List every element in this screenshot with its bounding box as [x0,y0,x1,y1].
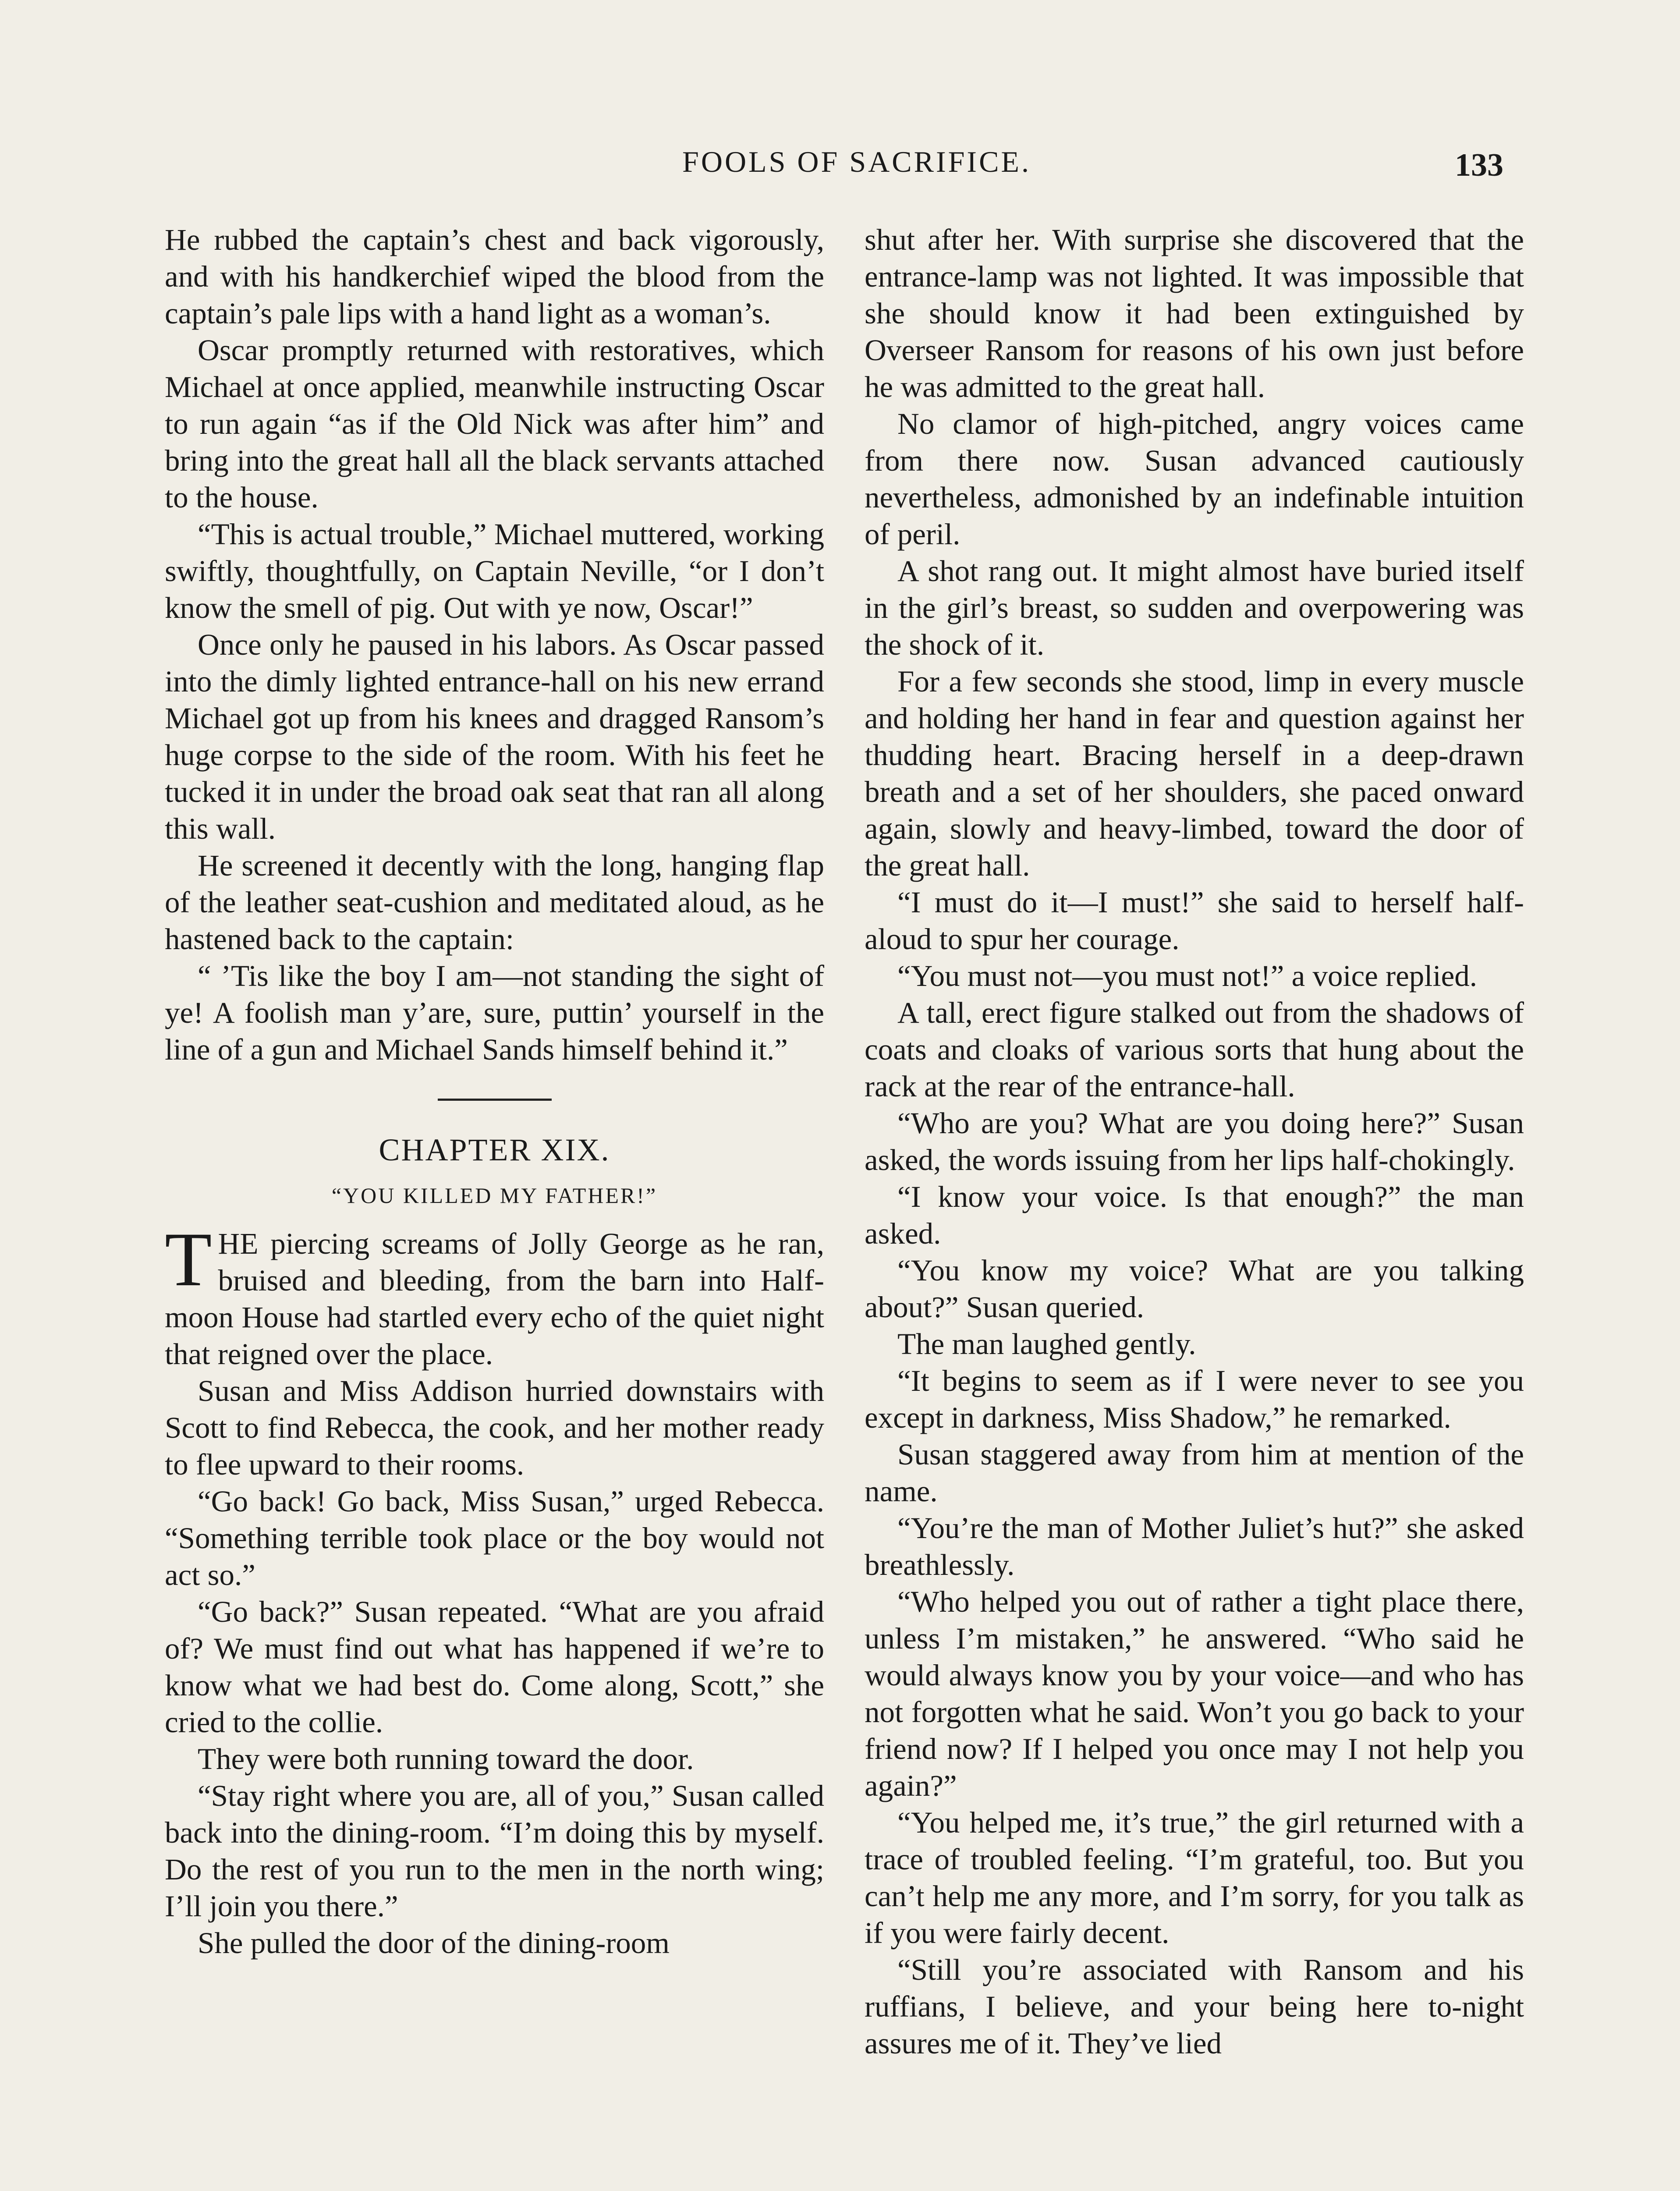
paragraph: No clamor of high-pitched, angry voices came from there now. Susan advanced cautiously nevertheless, admonished by an indefinable intuition of peril. [865,407,1524,551]
chapter-title: CHAPTER XIX. [379,1132,610,1167]
paragraph: “Go back?” Susan repeated. “What are you afraid of? We must find out what has happened if we’re to know what we had best do. Come along, Scott,” she cried to the collie. [165,1595,824,1739]
running-title: FOOLS OF SACRIFICE. [682,145,1031,178]
paragraph: “You helped me, it’s true,” the girl returned with a trace of troubled feeling. “I’m grateful, too. But you can’t help me any more, and I’m sorry, for you talk as if you were fairly decent. [865,1806,1524,1950]
paragraph: The man laughed gently. [897,1327,1196,1361]
section-divider [438,1099,552,1101]
chapter-opening-paragraph [165,1217,824,1372]
drop-cap: T [165,1217,212,1302]
paragraph: “This is actual trouble,” Michael muttered, working swiftly, thoughtfully, on Captain Neville, “or I don’t know the smell of pig. Out with ye now, Oscar!” [165,518,824,624]
paragraph: Susan and Miss Addison hurried downstairs with Scott to find Rebecca, the cook, and her mother ready to flee upward to their rooms. [165,1374,824,1481]
paragraph: A tall, erect figure stalked out from the shadows of coats and cloaks of various sorts that hung about the rack at the rear of the entrance-hall. [865,996,1524,1103]
paragraph: “Who are you? What are you doing here?” Susan asked, the words issuing from her lips half-chokingly. [865,1106,1524,1177]
paragraph: A shot rang out. It might almost have buried itself in the girl’s breast, so sudden and overpowering was the shock of it. [865,554,1524,661]
paragraph: “I must do it—I must!” she said to herself half-aloud to spur her courage. [865,886,1524,956]
chapter-subtitle: “YOU KILLED MY FATHER!” [331,1183,658,1208]
paragraph: Susan staggered away from him at mention of the name. [865,1438,1524,1508]
paragraph: “I know your voice. Is that enough?” the man asked. [865,1180,1524,1250]
paragraph: Once only he paused in his labors. As Oscar passed into the dimly lighted entrance-hall on his new errand Michael got up from his knees and dragged Ransom’s huge corpse to the side of the room. With his feet he tucked it in under the broad oak seat that ran all along this wall. [165,628,824,845]
paragraph: Oscar promptly returned with restoratives, which Michael at once applied, meanwhile instructing Oscar to run again “as if the Old Nick was after him” and bring into the great hall all the black servants attached to the house. [165,333,824,514]
paragraph-continued: shut after her. With surprise she discovered that the entrance-lamp was not lighted. It was impossible that she should know it had been extinguished by Overseer Ransom for reasons of his own just before he was admitted to the great hall. [865,223,1524,404]
paragraph: She pulled the door of the dining-room [198,1926,670,1960]
paragraph: They were both running toward the door. [198,1742,694,1776]
paragraph: For a few seconds she stood, limp in every muscle and holding her hand in fear and question against her thudding heart. Bracing herself in a deep-drawn breath and a set of her shoulders, she paced onward again, slowly and heavy-limbed, toward the door of the great hall. [865,665,1524,882]
paragraph: “Who helped you out of rather a tight place there, unless I’m mistaken,” he answered. “Who said he would always know you by your voice—and who has not forgotten what he said. Won’t you go back to your friend now? If I helped you once may I not help you again?” [865,1585,1524,1802]
paragraph: “Stay right where you are, all of you,” Susan called back into the dining-room. “I’m doing this by myself. Do the rest of you run to the men in the north wing; I’ll join you there.” [165,1779,824,1923]
paragraph: “You must not—you must not!” a voice replied. [897,959,1477,993]
paragraph: “You’re the man of Mother Juliet’s hut?” she asked breathlessly. [865,1511,1524,1581]
page-number: 133 [1455,147,1503,183]
paragraph: He rubbed the captain’s chest and back vigorously, and with his handkerchief wiped the blood from the captain’s pale lips with a hand light as a woman’s. [165,223,824,330]
paragraph: “ ’Tis like the boy I am—not standing the sight of ye! A foolish man y’are, sure, puttin’ yourself in the line of a gun and Michael Sands himself behind it.” [165,959,824,1066]
left-column [165,221,824,1961]
paragraph: “Still you’re associated with Ransom and his ruffians, I believe, and your being here to-night assures me of it. They’ve lied [865,1953,1524,2060]
chapter-opening-text: HE piercing screams of Jolly George as he ran, bruised and bleeding, from the barn into Half-moon House had startled every echo of the quiet night that reigned over the place. [165,1227,824,1371]
right-column [865,221,1524,2062]
paragraph: He screened it decently with the long, hanging flap of the leather seat-cushion and meditated aloud, as he hastened back to the captain: [165,849,824,956]
paragraph: “It begins to seem as if I were never to see you except in darkness, Miss Shadow,” he remarked. [865,1364,1524,1434]
paragraph: “You know my voice? What are you talking about?” Susan queried. [865,1254,1524,1324]
paragraph: “Go back! Go back, Miss Susan,” urged Rebecca. “Something terrible took place or the boy would not act so.” [165,1485,824,1592]
